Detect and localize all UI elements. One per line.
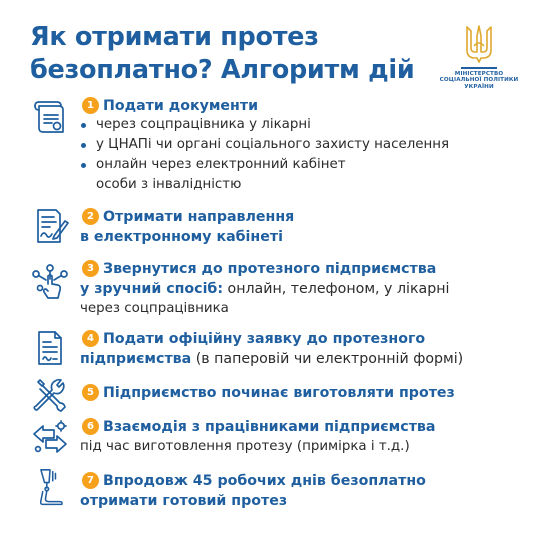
step-4-heading: Подати офіційну заявку до протезного підприємства (в паперовій чи електронній формі) [80,331,464,367]
application-form-icon [30,328,70,368]
step-1-heading: Подати документи [103,98,259,114]
documents-icon [30,98,70,138]
step-4-badge: 4 [82,330,99,347]
step-1-option: онлайн через електронний кабінет [80,155,449,175]
step-1-badge: 1 [82,97,99,114]
step-3-heading: Звернутися до протезного підприємства у зручний спосіб: онлайн, телефоном, у лікарні [80,261,450,297]
page-title [30,21,430,87]
tools-icon [30,376,70,416]
step-6-body: під час виготовлення протезу (примірка і т.д.) [80,439,410,454]
page-title-line-1: Як отримати протез [30,22,319,52]
page-title-line-2: безоплатно? Алгоритм дій [30,55,415,85]
step-1-options [80,115,449,195]
logo-text: МІНІСТЕРСТВО СОЦІАЛЬНОЇ ПОЛІТИКИ УКРАЇНИ [439,71,519,90]
step-1-option-continuation: особи з інвалідністю [96,177,242,192]
logo-divider [461,67,497,69]
step-5-heading: Підприємство починає виготовляти протез [103,385,455,401]
step-3-body: через соцпрацівника [80,301,229,316]
step-1-option: у ЦНАПі чи органі соціального захисту населення [80,135,449,155]
step-5-badge: 5 [82,384,99,401]
signed-form-icon [30,206,70,246]
trident-emblem-icon [464,24,494,64]
step-7-heading: Впродовж 45 робочих днів безоплатно отримати готовий протез [80,473,426,509]
step-2-heading: Отримати направлення в електронному кабінеті [80,209,295,245]
step-2-badge: 2 [82,208,99,225]
interaction-icon [30,418,70,458]
ministry-logo [436,24,522,90]
step-1-option: через соцпрацівника у лікарні [80,115,449,135]
prosthetic-leg-icon [30,468,70,508]
step-6-heading: Взаємодія з працівниками підприємства [103,419,436,435]
step-7-badge: 7 [82,472,99,489]
step-6-badge: 6 [82,418,99,435]
step-3-badge: 3 [82,260,99,277]
touch-network-icon [30,262,70,302]
